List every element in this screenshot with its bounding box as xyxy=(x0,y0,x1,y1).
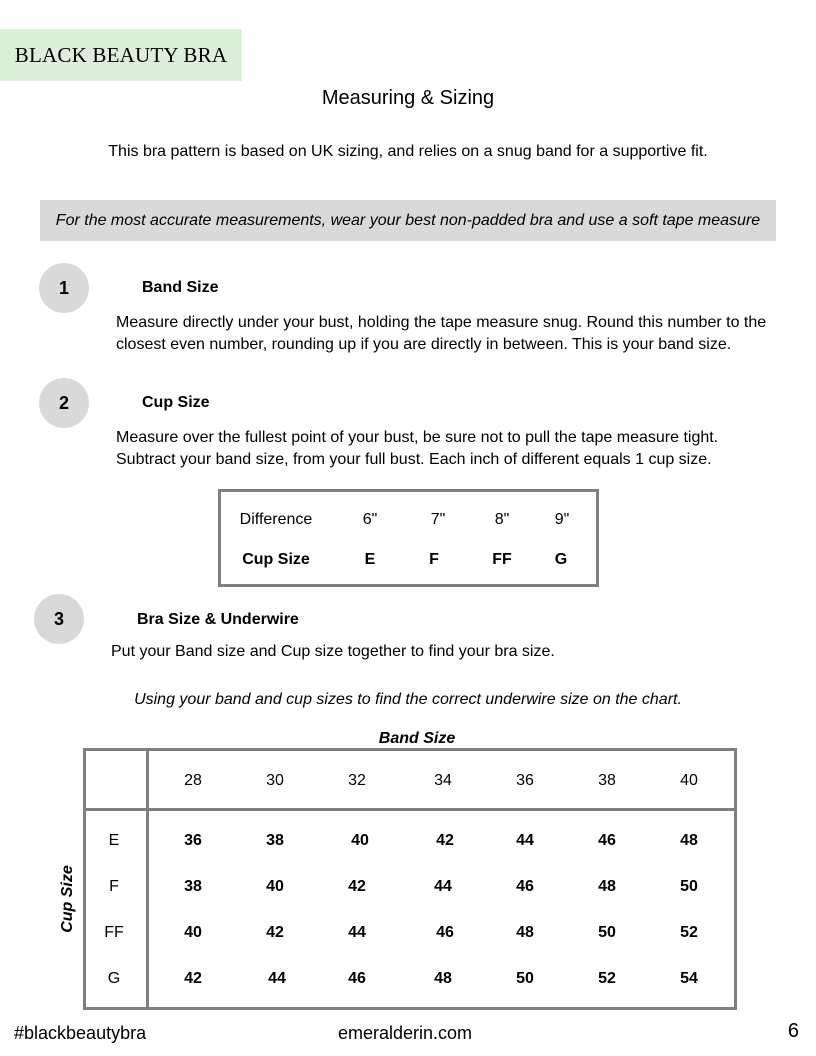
size-cell: 42 xyxy=(348,878,366,895)
step-3-text xyxy=(111,641,555,663)
size-cell: 44 xyxy=(348,924,366,941)
step-3-badge: 3 xyxy=(34,594,84,644)
chart-divider-horizontal xyxy=(86,808,734,811)
cup-size-label: Cup Size xyxy=(242,551,310,568)
step-2-line: Subtract your band size, from your full bust. Each inch of different equals 1 cup size. xyxy=(116,451,712,468)
band-header-cell: 30 xyxy=(266,772,284,789)
cup-difference-table xyxy=(218,489,599,587)
cup-row-label: F xyxy=(109,878,119,895)
step-1-line: closest even number, rounding up if you are directly in between. This is your band size. xyxy=(116,336,732,353)
cup-size-value: FF xyxy=(492,551,512,568)
band-header-cell: 38 xyxy=(598,772,616,789)
step-3-line: Put your Band size and Cup size together to find your bra size. xyxy=(111,643,555,660)
underwire-note: Using your band and cup sizes to find the correct underwire size on the chart. xyxy=(134,691,682,708)
size-cell: 44 xyxy=(516,832,534,849)
underwire-size-chart xyxy=(83,748,737,1010)
size-cell: 46 xyxy=(348,970,366,987)
size-cell: 48 xyxy=(680,832,698,849)
size-cell: 38 xyxy=(184,878,202,895)
band-header-cell: 34 xyxy=(434,772,452,789)
size-cell: 40 xyxy=(184,924,202,941)
chart-divider-vertical xyxy=(146,751,149,1007)
size-cell: 42 xyxy=(184,970,202,987)
difference-value: 6" xyxy=(362,511,378,528)
step-3-title: Bra Size & Underwire xyxy=(137,611,299,628)
footer-hashtag: #blackbeautybra xyxy=(14,1023,147,1043)
size-cell: 46 xyxy=(516,878,534,895)
size-cell: 40 xyxy=(351,832,369,849)
size-cell: 52 xyxy=(598,970,616,987)
cup-size-axis-label: Cup Size xyxy=(59,865,76,933)
step-1-badge: 1 xyxy=(39,263,89,313)
band-header-cell: 32 xyxy=(348,772,366,789)
size-cell: 46 xyxy=(436,924,454,941)
brand-header: BLACK BEAUTY BRA xyxy=(0,29,242,81)
cup-row-label: FF xyxy=(104,924,124,941)
footer-website[interactable]: emeralderin.com xyxy=(338,1023,473,1043)
difference-value: 8" xyxy=(494,511,510,528)
page-title: Measuring & Sizing xyxy=(321,87,495,109)
cup-row-label: G xyxy=(107,970,121,987)
size-cell: 50 xyxy=(516,970,534,987)
step-2-line: Measure over the fullest point of your bust, be sure not to pull the tape measure tight. xyxy=(116,429,719,446)
size-cell: 44 xyxy=(268,970,286,987)
band-size-axis-label: Band Size xyxy=(378,730,456,747)
size-cell: 48 xyxy=(598,878,616,895)
cup-size-value: G xyxy=(554,551,568,568)
step-2-title: Cup Size xyxy=(142,394,210,411)
size-cell: 42 xyxy=(436,832,454,849)
band-header-cell: 36 xyxy=(516,772,534,789)
size-cell: 44 xyxy=(434,878,452,895)
band-header-cell: 28 xyxy=(184,772,202,789)
size-cell: 50 xyxy=(680,878,698,895)
page-number: 6 xyxy=(787,1020,799,1042)
size-cell: 54 xyxy=(680,970,698,987)
cup-row-label: E xyxy=(108,832,120,849)
difference-value: 9" xyxy=(554,511,570,528)
size-cell: 38 xyxy=(266,832,284,849)
step-1-line: Measure directly under your bust, holding the tape measure snug. Round this number to the xyxy=(116,314,767,331)
size-cell: 36 xyxy=(184,832,202,849)
cup-size-value: F xyxy=(429,551,439,568)
size-cell: 50 xyxy=(598,924,616,941)
size-cell: 40 xyxy=(266,878,284,895)
band-header-cell: 40 xyxy=(680,772,698,789)
difference-label: Difference xyxy=(239,511,313,528)
difference-value: 7" xyxy=(430,511,446,528)
step-1-title: Band Size xyxy=(142,279,219,296)
size-cell: 42 xyxy=(266,924,284,941)
size-cell: 46 xyxy=(598,832,616,849)
intro-text: This bra pattern is based on UK sizing, and relies on a snug band for a supportive fit. xyxy=(108,143,708,160)
size-cell: 48 xyxy=(516,924,534,941)
step-2-badge: 2 xyxy=(39,378,89,428)
step-1-text xyxy=(116,312,766,356)
tip-banner: For the most accurate measurements, wear your best non-padded bra and use a soft tape measure xyxy=(40,200,776,241)
step-2-text xyxy=(116,427,718,471)
cup-size-value: E xyxy=(364,551,376,568)
size-cell: 52 xyxy=(680,924,698,941)
size-cell: 48 xyxy=(434,970,452,987)
